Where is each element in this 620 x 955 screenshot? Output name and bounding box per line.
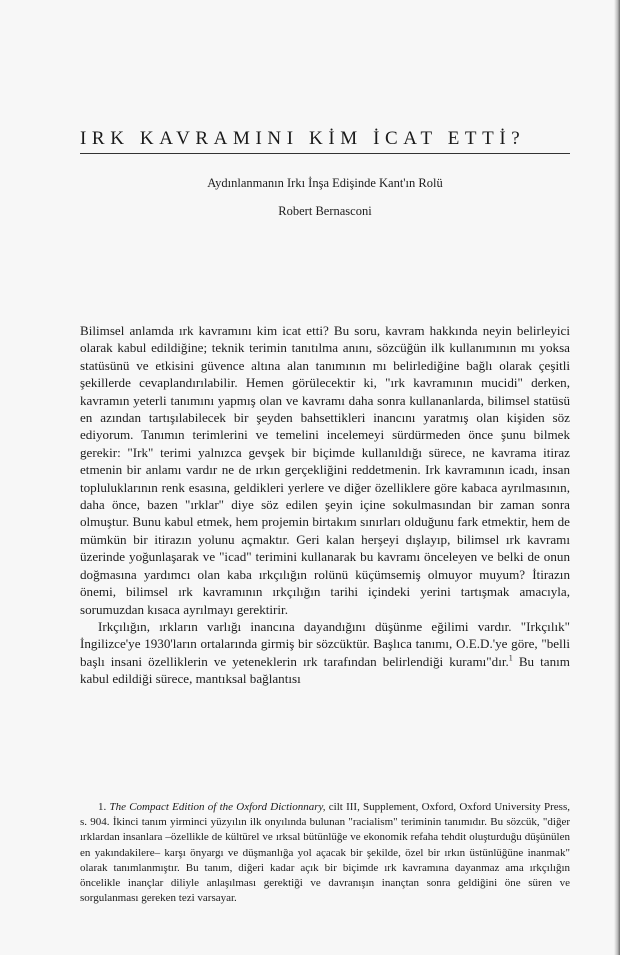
chapter-title: IRK KAVRAMINI KİM İCAT ETTİ?: [80, 128, 526, 149]
footnote-ref: 1: [508, 653, 513, 663]
title-rule: [80, 153, 570, 154]
paragraph-2-tail: Bu tanım kabul edildiği sürece, mantıksal bağlantısı: [80, 653, 570, 687]
footnote-number: 1.: [98, 801, 107, 813]
paragraph-1: Bilimsel anlamda ırk kavramını kim icat etti? Bu soru, kavram hakkında neyin belirleyici olarak kabul edildiğine; teknik terimin tanıtılma anını, sözcüğün ilk kullanımının mı yoksa statüsünü ve etkisini güvence altına alan tanımının mı belirlediğine bağlı olarak çeşitli şekillerde cevaplandırılabilir. Hemen görülecektir ki, "ırk kavramının mucidi" derken, kavramın yeterli tanımını yapmış olan ve kavramı daha sonra kullananlarda, bilimsel statüsü en azından tartışılabilecek bir şeyden bahsettikleri inancını yaratmış olan kişiden söz ediyorum. Tanımın terimlerini ve temelini incelemeyi sürdürmeden önce şunu bilmek gerekir: "Irk" terimi yalnızca gevşek bir biçimde kullanıldığı sürece, ne kavrama itiraz etmenin bir anlamı vardır ne de ırkın gerçekliğini reddetmenin. Irk kavramının icadı, insan topluluklarının renk esasına, geldikleri yerlere ve diğer özelliklere göre kabaca ayrılmasının, daha önce, bazen "ırklar" diye söz edilen şeyin içine sokulmasından bir zaman sonra olmuştur. Bunu kabul etmek, hem projemin birtakım sınırları olduğunu fark etmektir, hem de mümkün bir itirazın yolunu açmaktır. Geri kalan herşeyi dışlayıp, bilimsel ırk kavramı üzerinde yoğunlaşarak ve "icad" terimini kullanarak bu kavramı önceleyen ve belki de onun doğmasına yardımcı olan kaba ırkçılığın rolünü küçümsemiş olmuyor muyum? İtirazın önemi, bilimsel ırk kavramının ırkçılığın tarihi içindeki yerini tartışmak amacıyla, sorumuzdan kısaca ayrılmayı gerektirir.: [80, 323, 570, 617]
footnote-book-title: The Compact Edition of the Oxford Dictionnary,: [109, 801, 326, 813]
footnote-text: cilt III, Supplement, Oxford, Oxford University Press, s. 904. İkinci tanım yirminci yüzyılın ilk onyılında bulunan "racialism" teriminin tanımıdır. Bu sözcük, "diğer ırklardan insanlara –özellikle de kültürel ve ırksal bütünlüğe ve ekonomik refaha tehdit oluşturduğu düşünülen en yakındakilere– karşı önyargı ve düşmanlığa yol açacak bir şekilde, özel bir ırkın üstünlüğüne inanmak" olarak tanımlanmıştır. Bu tanım, diğeri kadar açık bir biçimde ırk kavramına dayanmaz ama ırkçılığın öncelikle inançlar diliyle anlaşılması gerektiği ve davranışın inançtan sonra geldiğini öne süren ve sorgulanması gereken tezi varsayar.: [80, 801, 570, 905]
footnote-paragraph: [80, 800, 570, 906]
paragraph-2: [80, 618, 570, 688]
chapter-subtitle: Aydınlanmanın Irkı İnşa Edişinde Kant'ın Rolü: [207, 176, 443, 190]
page-edge-shadow: [614, 0, 620, 955]
paragraph-2-text: Irkçılığın, ırkların varlığı inancına dayandığını düşünme eğilimi vardır. "Irkçılık" İngilizce'ye 1930'ların ortalarında girmiş bir sözcüktür. Başlıca tanımı, O.E.D.'ye göre, "belli başlı insani özelliklerin ve yeteneklerin ırk tarafından belirlendiği kuramı"dır.: [80, 618, 570, 669]
footnote: [80, 800, 570, 906]
author-name: Robert Bernasconi: [278, 204, 372, 218]
body-text: [80, 322, 570, 688]
